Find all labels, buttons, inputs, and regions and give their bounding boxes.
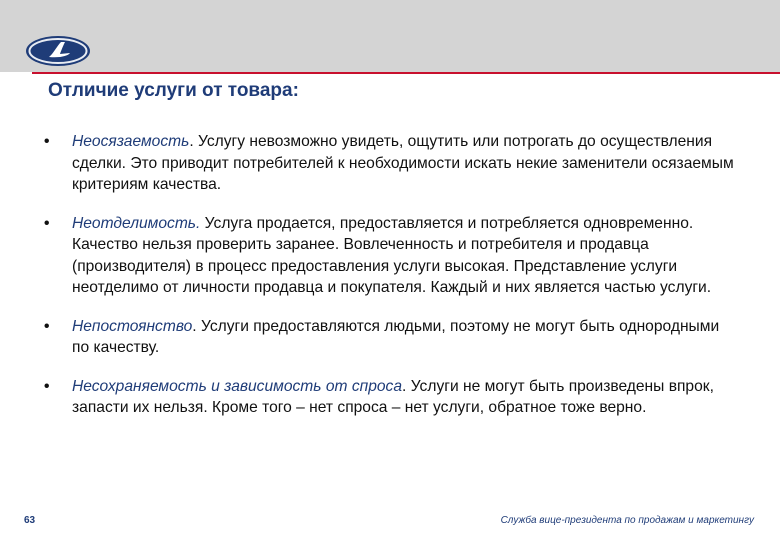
bullet-term: Непостоянство: [72, 317, 193, 335]
bullet-item-intangibility: [44, 131, 734, 196]
bullet-text: . Услугу невозможно увидеть, ощутить или потрогать до осуществления сделки. Это приводит потребителей к необходимости искать некие заменители осязаемым критериям качества.: [72, 133, 734, 193]
bullet-item-variability: [44, 316, 734, 359]
lada-boat-logo-icon: [24, 34, 92, 68]
bullet-term: Неотделимость.: [72, 214, 201, 232]
bullet-marker: •: [44, 377, 50, 395]
bullet-item-inseparability: [44, 213, 734, 299]
bullet-term: Несохраняемость и зависимость от спроса: [72, 377, 403, 395]
page-number: 63: [24, 515, 36, 526]
bullet-item-perishability: [44, 376, 734, 419]
bullet-text: . Услуги не могут быть произведены впрок, запасти их нельзя. Кроме того – нет спроса – нет услуги, обратное тоже верно.: [72, 377, 714, 416]
bullet-text: Услуга продается, предоставляется и потребляется одновременно. Качество нельзя проверить заранее. Вовлеченность и потребителя и продавца (производителя) в процесс предоставления услуги высокая. Представление услуги неотделимо от личности продавца и покупателя. Каждый и них является частью услуги.: [72, 214, 712, 296]
header-accent-rule: [32, 72, 780, 74]
bullet-list: [44, 131, 734, 419]
footer-department: Служба вице-президента по продажам и маркетингу: [500, 515, 754, 526]
header-band: [0, 0, 780, 72]
bullet-marker: •: [44, 317, 50, 335]
bullet-marker: •: [44, 214, 50, 232]
bullet-marker: •: [44, 133, 50, 150]
bullet-term: Неосязаемость: [72, 133, 190, 150]
bullet-text: . Услуги предоставляются людьми, поэтому не могут быть однородными по качеству.: [72, 317, 720, 356]
slide-title: Отличие услуги от товара:: [48, 80, 299, 101]
